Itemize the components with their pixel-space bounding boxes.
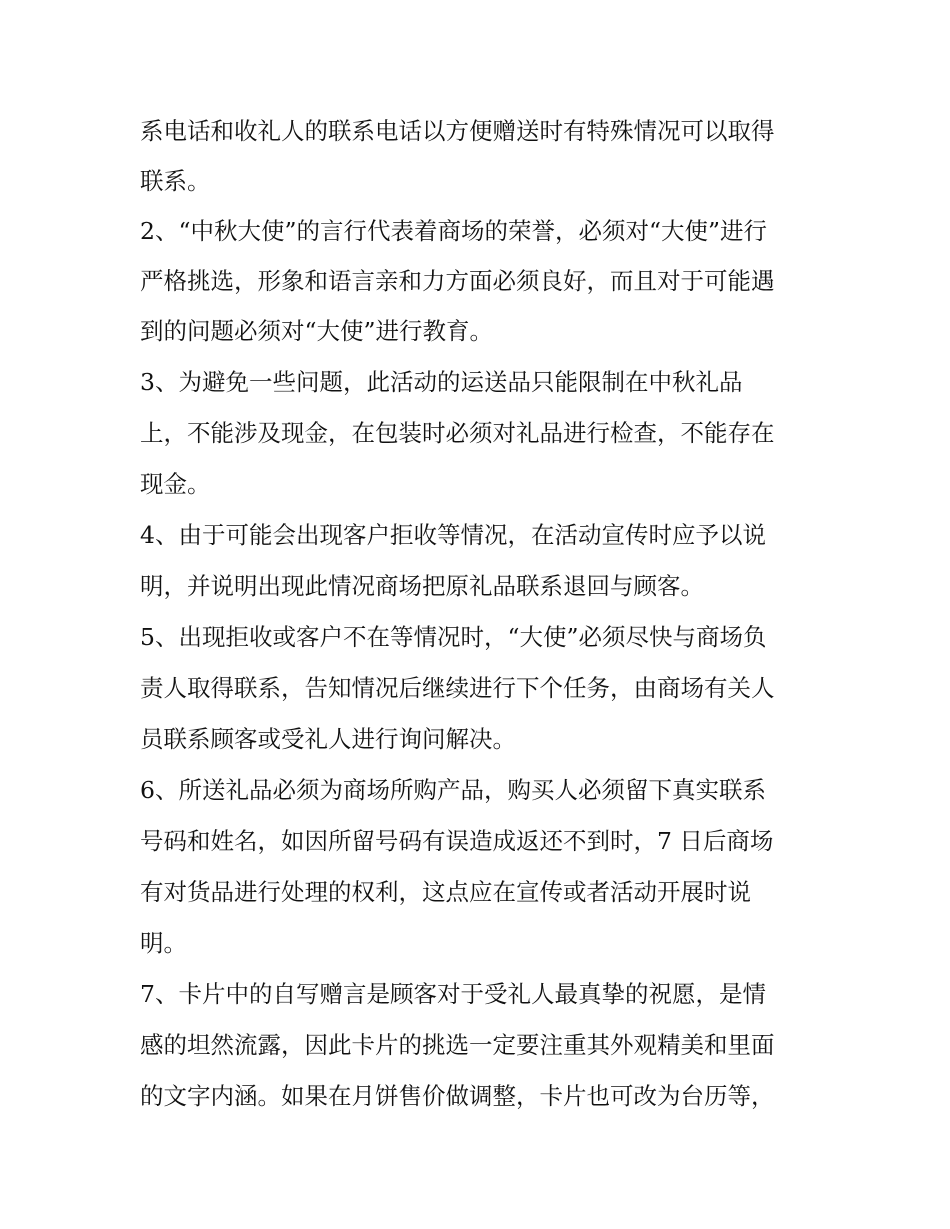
text-line: 5、出现拒收或客户不在等情况时，“大使”必须尽快与商场负 xyxy=(140,623,767,651)
text-line: 7、卡片中的自写赠言是顾客对于受礼人最真挚的祝愿，是情 xyxy=(140,980,766,1008)
text-line: 2、“中秋大使”的言行代表着商场的荣誉，必须对“大使”进行 xyxy=(140,217,768,245)
text-line: 系电话和收礼人的联系电话以方便赠送时有特殊情况可以取得 xyxy=(140,117,775,145)
text-line: 6、所送礼品必须为商场所购产品，购买人必须留下真实联系 xyxy=(140,776,766,804)
text-line: 联系。 xyxy=(140,167,211,195)
text-line: 感的坦然流露，因此卡片的挑选一定要注重其外观精美和里面 xyxy=(140,1031,775,1059)
text-line: 员联系顾客或受礼人进行询问解决。 xyxy=(140,725,516,753)
text-line: 的文字内涵。如果在月饼售价做调整，卡片也可改为台历等， xyxy=(140,1082,775,1110)
text-line: 明。 xyxy=(140,929,187,957)
text-line: 到的问题必须对“大使”进行教育。 xyxy=(140,317,494,345)
text-line: 有对货品进行处理的权利，这点应在宣传或者活动开展时说 xyxy=(140,878,751,906)
text-line: 4、由于可能会出现客户拒收等情况，在活动宣传时应予以说 xyxy=(140,521,766,549)
text-line: 号码和姓名，如因所留号码有误造成返还不到时，7 日后商场 xyxy=(140,827,774,855)
text-line: 责人取得联系，告知情况后继续进行下个任务，由商场有关人 xyxy=(140,674,775,702)
text-line: 3、为避免一些问题，此活动的运送品只能限制在中秋礼品 xyxy=(140,368,743,396)
text-line: 严格挑选，形象和语言亲和力方面必须良好，而且对于可能遇 xyxy=(140,267,775,295)
text-line: 明，并说明出现此情况商场把原礼品联系退回与顾客。 xyxy=(140,572,704,600)
text-line: 现金。 xyxy=(140,470,211,498)
text-line: 上，不能涉及现金，在包装时必须对礼品进行检查，不能存在 xyxy=(140,419,775,447)
